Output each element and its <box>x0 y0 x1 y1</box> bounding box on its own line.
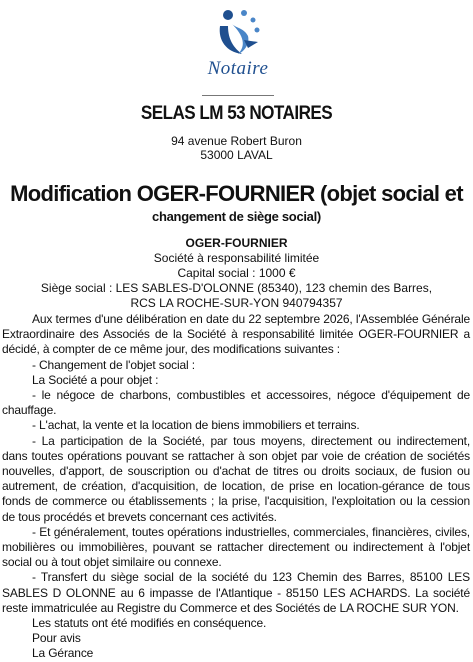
company-name: OGER-FOURNIER <box>185 236 288 250</box>
body-paragraph: Pour avis <box>32 631 81 646</box>
body-paragraph: - Changement de l'objet social : <box>32 357 195 372</box>
company-seat: Siège social : LES SABLES-D'OLONNE (85340), 123 chemin des Barres, <box>40 281 433 295</box>
body-paragraph: - L'achat, la vente et la location de biens immobiliers et terrains. <box>32 418 360 433</box>
body-paragraph: Les statuts ont été modifiés en conséquence. <box>32 616 267 631</box>
body-paragraph: La Société a pour objet : <box>32 372 159 387</box>
office-name: SELAS LM 53 NOTAIRES <box>140 103 333 124</box>
logo-wordmark: Notaire <box>207 58 269 79</box>
header-divider <box>202 95 274 96</box>
company-rcs: RCS LA ROCHE-SUR-YON 940794357 <box>130 296 343 310</box>
notaire-emblem-icon <box>204 6 272 58</box>
body-paragraph: - le négoce de charbons, combustibles et accessoires, négoce d'équipement de chauffage. <box>2 388 470 418</box>
body-paragraph: La Gérance <box>32 646 94 661</box>
body-paragraph: Aux termes d'une délibération en date du 22 septembre 2026, l'Assemblée Générale Extraordinaire des Associés de la Société à responsabilité limitée OGER-FOURNIER a décidé, à compter de ce même jour, des modifications suivantes : <box>2 312 470 357</box>
company-block <box>0 236 473 311</box>
body-paragraph: - Et généralement, toutes opérations industrielles, commerciales, financières, civiles, mobilières ou immobilières, pouvant se rattacher directement ou indirectement à l'objet social ou à tout objet similaire ou connexe. <box>2 524 470 570</box>
notice-title: Modification OGER-FOURNIER (objet social et <box>10 181 463 206</box>
notice-subtitle: changement de siège social) <box>152 209 321 224</box>
body-paragraph: - La participation de la Société, par tous moyens, directement ou indirectement, dans toutes opérations pouvant se rattacher à son objet par voie de création de sociétés nouvelles, d'apport, de souscription ou d'achat de titres ou droits sociaux, de fusion ou autrement, de création, d'acquisition, de location, de prise en location-gérance de tous fonds de commerce ou établissements ; la prise, l'acquisition, l'exploitation ou la cession de tous procédés et brevets concernant ces activités. <box>2 433 470 524</box>
office-address-line2: 53000 LAVAL <box>200 148 273 162</box>
notaire-logo <box>190 6 286 88</box>
office-address-line1: 94 avenue Robert Buron <box>171 134 302 148</box>
body-paragraph: - Transfert du siège social de la société du 123 Chemin des Barres, 85100 LES SABLES D OLONNE au 6 impasse de l'Atlantique - 85150 LES ACHARDS. La société reste immatriculée au Registre du Commerce et des Sociétés de LA ROCHE SUR YON. <box>2 570 470 615</box>
notice-body <box>2 312 470 662</box>
company-form: Société à responsabilité limitée <box>153 251 320 265</box>
company-capital: Capital social : 1000 € <box>177 266 296 280</box>
